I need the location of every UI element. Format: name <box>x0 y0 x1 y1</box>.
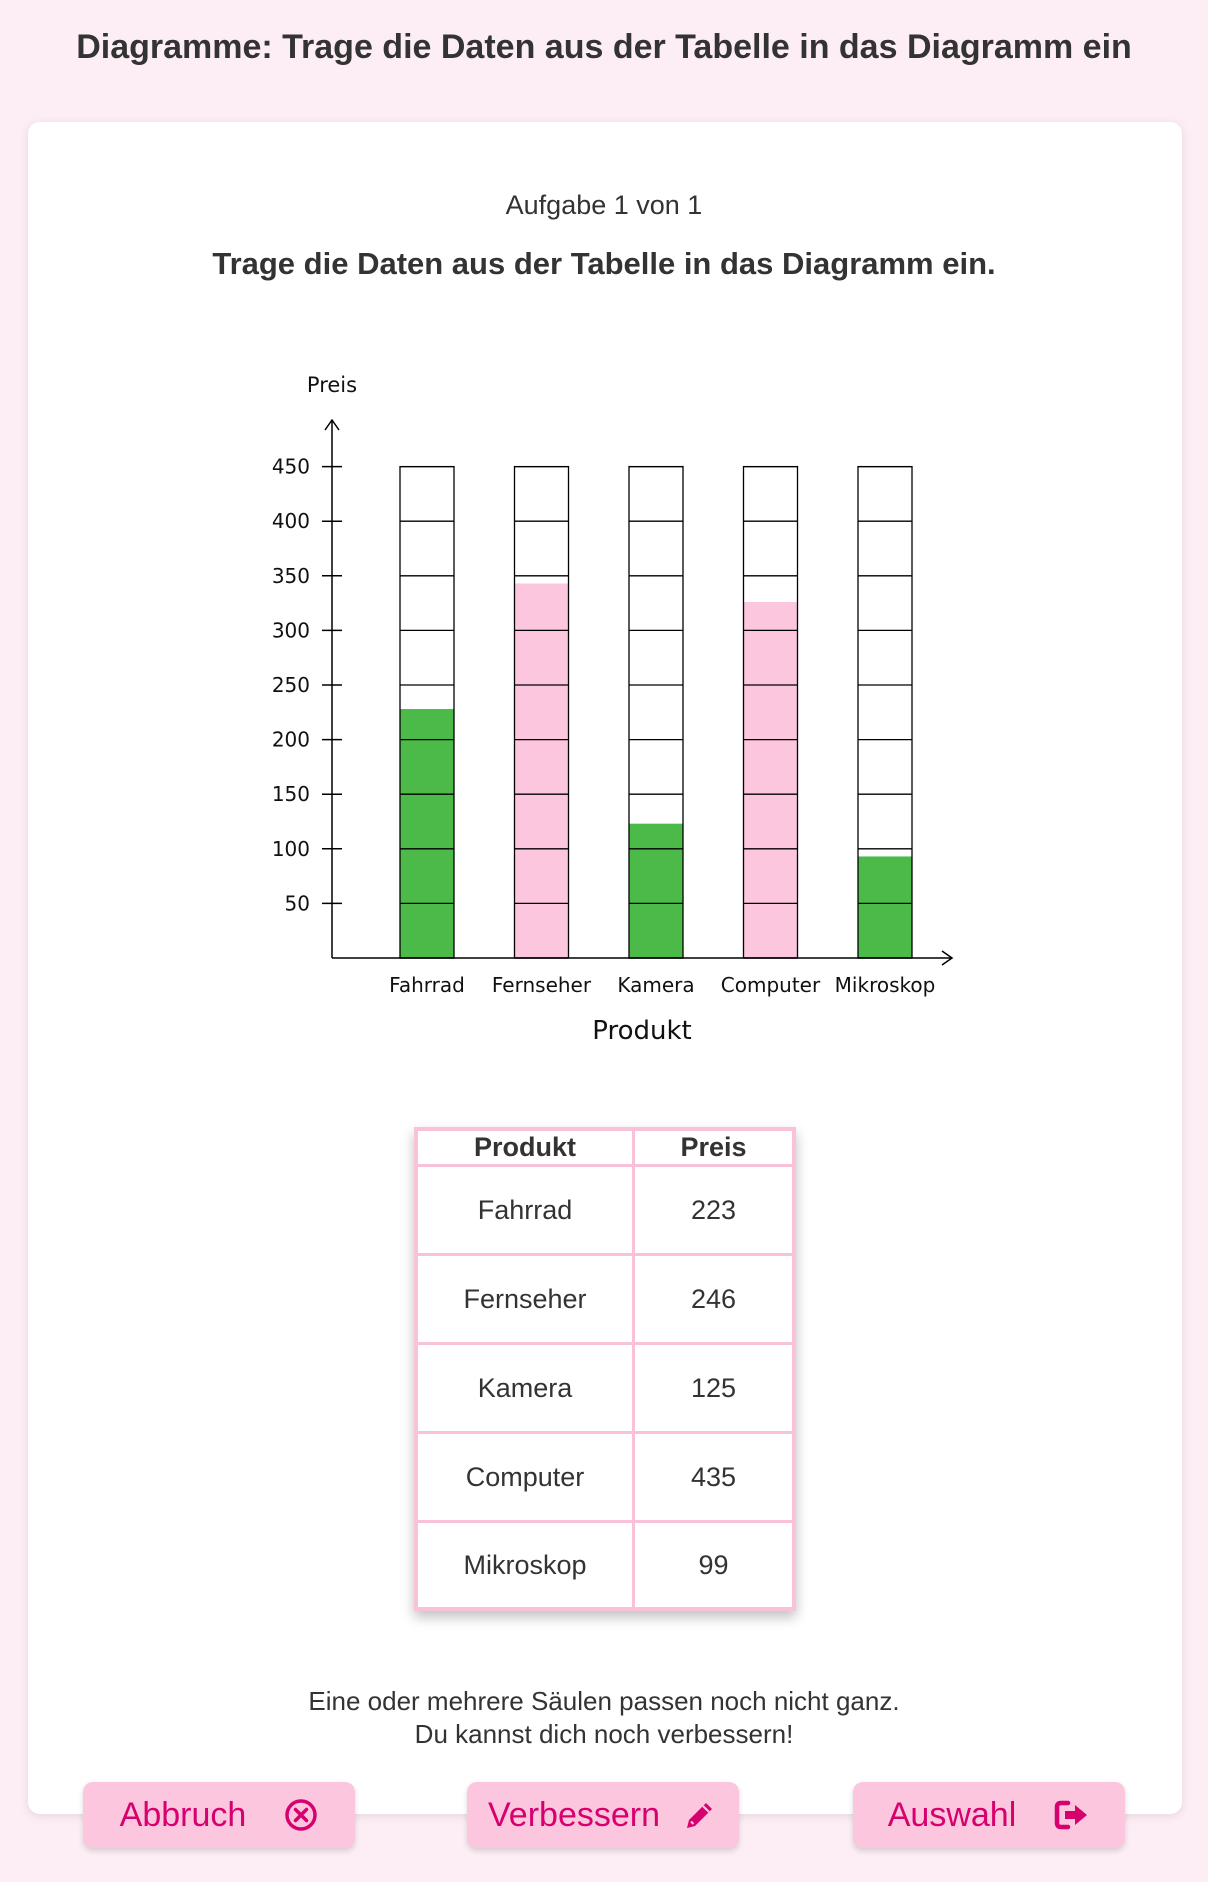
table-cell-price: 99 <box>634 1522 793 1607</box>
column-header-product: Produkt <box>418 1131 634 1166</box>
page-title: Diagramme: Trage die Daten aus der Tabelle in das Diagramm ein <box>76 28 1132 66</box>
improve-button[interactable] <box>467 1782 739 1848</box>
bar-fernseher <box>515 583 569 958</box>
table-cell-product: Kamera <box>418 1344 634 1433</box>
data-table <box>414 1127 796 1611</box>
select-button[interactable] <box>853 1782 1125 1848</box>
x-tick-label: Mikroskop <box>834 973 936 997</box>
cancel-button[interactable] <box>83 1782 355 1848</box>
x-tick-label: Computer <box>720 973 821 997</box>
sign-out-icon <box>1054 1798 1090 1832</box>
table-row <box>418 1255 792 1344</box>
y-tick-label: 450 <box>271 454 310 479</box>
task-counter: Aufgabe 1 von 1 <box>505 190 703 220</box>
pencil-icon <box>682 1797 718 1833</box>
table-cell-price: 125 <box>634 1344 793 1433</box>
table-row <box>418 1433 792 1522</box>
y-tick-label: 150 <box>271 782 310 807</box>
cancel-button-label: Abbruch <box>119 1795 247 1834</box>
y-tick-label: 200 <box>271 727 310 752</box>
y-axis-label: Preis <box>306 373 358 397</box>
feedback-line-1: Eine oder mehrere Säulen passen noch nicht ganz. <box>308 1686 900 1716</box>
y-tick-label: 300 <box>271 618 310 643</box>
table-cell-price: 435 <box>634 1433 793 1522</box>
bar-mikroskop <box>858 856 912 958</box>
x-tick-label: Kamera <box>617 973 695 997</box>
table-cell-product: Mikroskop <box>418 1522 634 1607</box>
circle-x-icon <box>284 1798 318 1832</box>
table-row <box>418 1344 792 1433</box>
y-tick-label: 250 <box>271 673 310 697</box>
select-button-label: Auswahl <box>887 1795 1017 1834</box>
y-tick-label: 350 <box>271 563 310 588</box>
y-tick-label: 50 <box>284 891 310 916</box>
table-cell-product: Fahrrad <box>418 1166 634 1255</box>
table-cell-product: Computer <box>418 1433 634 1522</box>
y-tick-label: 100 <box>271 836 310 861</box>
feedback-message <box>0 1685 1208 1751</box>
feedback-line-2: Du kannst dich noch verbessern! <box>414 1719 794 1749</box>
y-tick-label: 400 <box>271 509 310 534</box>
task-instruction: Trage die Daten aus der Tabelle in das Diagramm ein. <box>212 246 996 281</box>
bar-fahrrad <box>400 709 454 958</box>
bar-computer <box>744 602 798 958</box>
bar-kamera <box>629 824 683 958</box>
table-row <box>418 1166 792 1255</box>
column-header-price: Preis <box>634 1131 793 1166</box>
table-cell-price: 246 <box>634 1255 793 1344</box>
table-row <box>418 1522 792 1607</box>
x-axis-label: Produkt <box>592 1016 692 1046</box>
improve-button-label: Verbessern <box>488 1795 660 1834</box>
table-cell-product: Fernseher <box>418 1255 634 1344</box>
table-header-row <box>418 1131 792 1166</box>
x-tick-label: Fahrrad <box>389 973 465 997</box>
table-cell-price: 223 <box>634 1166 793 1255</box>
x-tick-label: Fernseher <box>491 973 592 997</box>
